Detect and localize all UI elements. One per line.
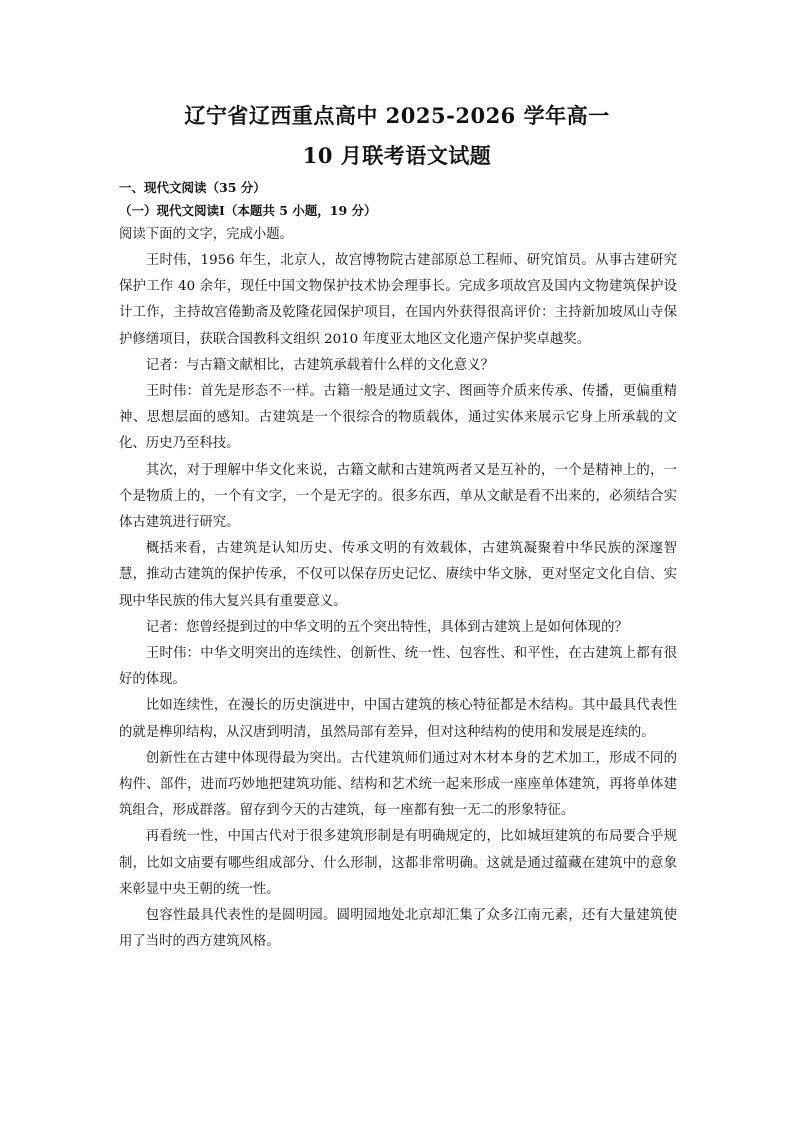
section-heading: 一、现代文阅读（35 分） [119,180,266,195]
exam-title-line2: 10 月联考语文试题 [302,143,492,168]
paragraph-question-2: 记者：您曾经提到过的中华文明的五个突出特性，具体到古建筑上是如何体现的？ [145,619,628,635]
paragraph-answer-1a: 王时伟：首先是形态不一样。古籍一般是通过文字、图画等介质来传承、传播，更偏重精神、思想层面的感知。古建筑是一个很综合的物质载体，通过实体来展示它身上所承载的文化、历史乃至科技。 [119,384,677,452]
paragraph-innovation: 创新性在古建中体现得最为突出。古代建筑师们通过对木材本身的艺术加工，形成不同的构件、部件，进而巧妙地把建筑功能、结构和艺术统一起来形成一座座单体建筑，再将单体建筑组合，形成群落。留存到今天的古建筑，每一座都有独一无二的形象特征。 [119,750,677,819]
paragraph-answer-2a: 王时伟：中华文明突出的连续性、创新性、统一性、包容性、和平性，在古建筑上都有很好的体现。 [119,646,677,688]
paragraph-answer-1c: 概括来看，古建筑是认知历史、传承文明的有效载体，古建筑凝聚着中华民族的深邃智慧，推动古建筑的保护传承，不仅可以保存历史记忆、赓续中华文脉，更对坚定文化自信、实现中华民族的伟大复兴具有重要意义。 [119,541,677,609]
paragraph-continuity: 比如连续性，在漫长的历史演进中，中国古建筑的核心特征都是木结构。其中最具代表性的就是榫卯结构，从汉唐到明清，虽然局部有差异，但对这种结构的使用和发展是连续的。 [119,698,677,740]
subsection-heading: （一）现代文阅读Ⅰ（本题共 5 小题，19 分） [119,203,377,218]
reading-instruction: 阅读下面的文字，完成小题。 [119,227,294,242]
exam-content [119,176,677,955]
exam-title-line1: 辽宁省辽西重点高中 2025-2026 学年高一 [184,103,610,128]
paragraph-answer-1b: 其次，对于理解中华文化来说，古籍文献和古建筑两者又是互补的，一个是精神上的，一个是物质上的，一个有文字，一个是无字的。很多东西，单从文献是看不出来的，必须结合实体古建筑进行研究。 [119,462,677,531]
paragraph-inclusiveness: 包容性最具代表性的是圆明园。圆明园地处北京却汇集了众多江南元素，还有大量建筑使用了当时的西方建筑风格。 [119,908,677,950]
paragraph-question-1: 记者：与古籍文献相比，古建筑承载着什么样的文化意义？ [145,357,494,373]
paragraph-unity: 再看统一性，中国古代对于很多建筑形制是有明确规定的，比如城垣建筑的布局要合乎规制，比如文庙要有哪些组成部分、什么形制，这都非常明确。这就是通过蕴藏在建筑中的意象来彰显中央王朝的统一性。 [119,829,677,897]
paragraph-bio: 王时伟，1956 年生，北京人，故宫博物院古建部原总工程师、研究馆员。从事古建研究保护工作 40 余年，现任中国文物保护技术协会理事长。完成多项故宫及国内文物建筑保护设计工作，主持故宫倦勤斋及乾隆花园保护项目，在国内外获得很高评价：主持新加坡凤山寺保护修缮项目，获联合国教科文组织 2010 年度亚太地区文化遗产保护奖卓越奖。 [119,253,677,347]
